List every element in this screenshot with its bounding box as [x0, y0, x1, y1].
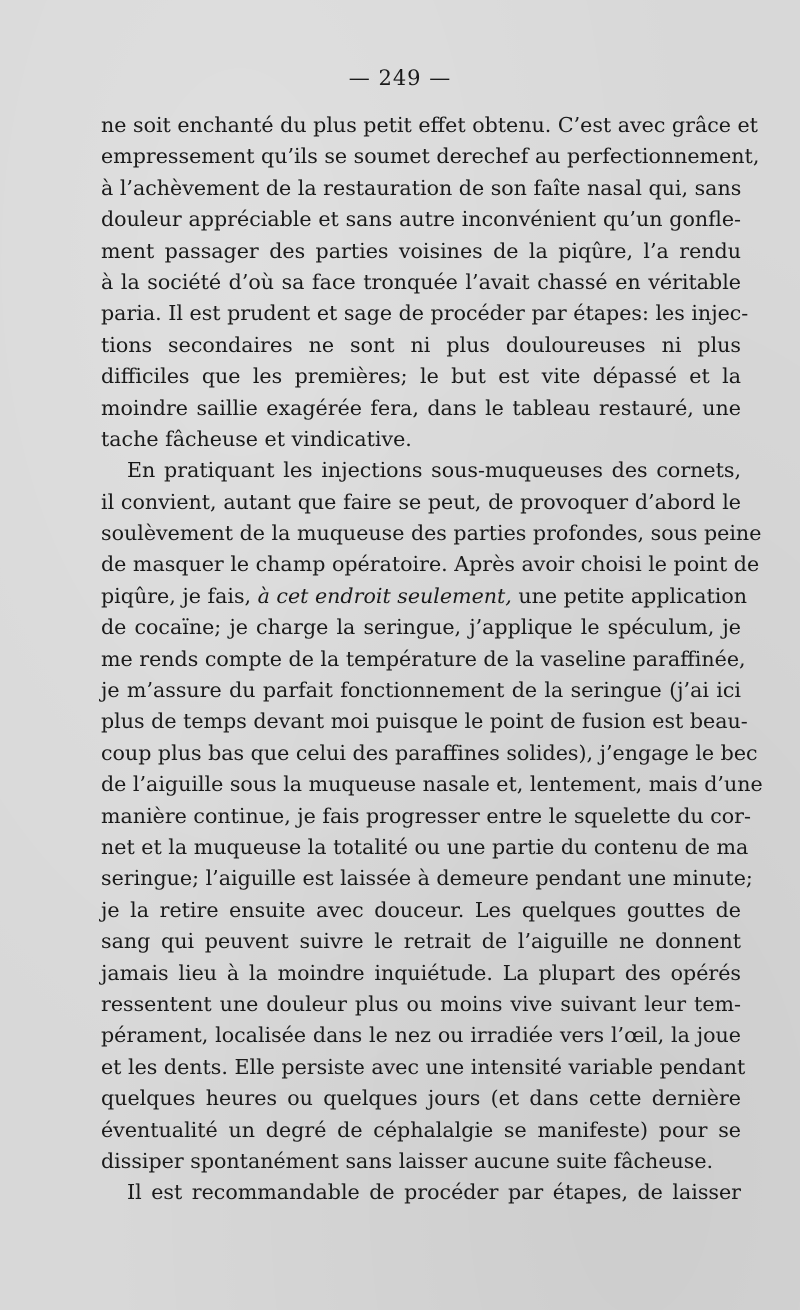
text-line: sang qui peuvent suivre le retrait de l’aiguille ne donnent — [101, 929, 741, 954]
text-line: manière continue, je fais progresser entre le squelette du cor- — [101, 803, 751, 828]
text-line: ne soit enchanté du plus petit effet obtenu. C’est avec grâce et — [101, 113, 758, 137]
text-line: et les dents. Elle persiste avec une intensité variable pendant — [101, 1054, 746, 1079]
text-line: empressement qu’ils se soumet derechef au perfectionnement, — [101, 144, 760, 169]
text-line: plus de temps devant moi puisque le point de fusion est beau- — [101, 709, 748, 734]
text-line: de masquer le champ opératoire. Après avoir choisi le point de — [101, 552, 760, 577]
text-line: il convient, autant que faire se peut, de provoquer d’abord le — [101, 489, 741, 514]
text-line: douleur appréciable et sans autre inconvénient qu’un gonfle- — [101, 207, 741, 232]
text-line: net et la muqueuse la totalité ou une partie du contenu de ma — [101, 834, 749, 859]
text-line: ment passager des parties voisines de la piqûre, l’a rendu — [101, 238, 741, 263]
page-number: — 249 — — [348, 66, 452, 90]
text-segment: piqûre, je fais, — [101, 583, 252, 608]
text-line: ressentent une douleur plus ou moins vive suivant leur tem- — [101, 991, 741, 1016]
text-line: tions secondaires ne sont ni plus douloureuses ni plus — [101, 332, 741, 357]
italic-text: à cet endroit seulement, — [257, 583, 512, 608]
text-line: dissiper spontanément sans laisser aucune suite fâcheuse. — [101, 1148, 714, 1173]
text-line: jamais lieu à la moindre inquiétude. La plupart des opérés — [101, 960, 741, 985]
text-line: à la société d’où sa face tronquée l’avait chassé en véritable — [101, 269, 741, 294]
text-line: à l’achèvement de la restauration de son faîte nasal qui, sans — [101, 175, 742, 200]
text-segment: une petite application — [518, 583, 748, 608]
text-line: tache fâcheuse et vindicative. — [101, 426, 412, 451]
text-line: de cocaïne; je charge la seringue, j’applique le spéculum, je — [101, 615, 741, 640]
text-line: je m’assure du parfait fonctionnement de la seringue (j’ai ici — [101, 678, 741, 703]
text-line: je la retire ensuite avec douceur. Les quelques gouttes de — [101, 897, 741, 922]
text-line-mixed — [101, 581, 748, 612]
text-line: coup plus bas que celui des paraffines solides), j’engage le bec — [101, 740, 758, 765]
text-line: me rends compte de la température de la vaseline paraffinée, — [101, 646, 746, 671]
text-line: moindre saillie exagérée fera, dans le tableau restauré, une — [101, 395, 741, 420]
text-line: soulèvement de la muqueuse des parties profondes, sous peine — [101, 521, 762, 546]
text-line: de l’aiguille sous la muqueuse nasale et, lentement, mais d’une — [101, 772, 763, 797]
text-line: quelques heures ou quelques jours (et dans cette dernière — [101, 1086, 741, 1111]
text-line: pérament, localisée dans le nez ou irradiée vers l’œil, la joue — [101, 1023, 741, 1048]
text-line: éventualité un degré de céphalalgie se manifeste) pour se — [101, 1117, 741, 1142]
text-line: paria. Il est prudent et sage de procéder par étapes: les injec- — [101, 301, 749, 326]
text-line: Il est recommandable de procéder par étapes, de laisser — [127, 1180, 741, 1205]
text-line: seringue; l’aiguille est laissée à demeure pendant une minute; — [101, 866, 753, 891]
body-text — [101, 110, 763, 1209]
text-line: En pratiquant les injections sous-muqueuses des cornets, — [127, 458, 741, 483]
text-line: difficiles que les premières; le but est vite dépassé et la — [101, 364, 741, 389]
